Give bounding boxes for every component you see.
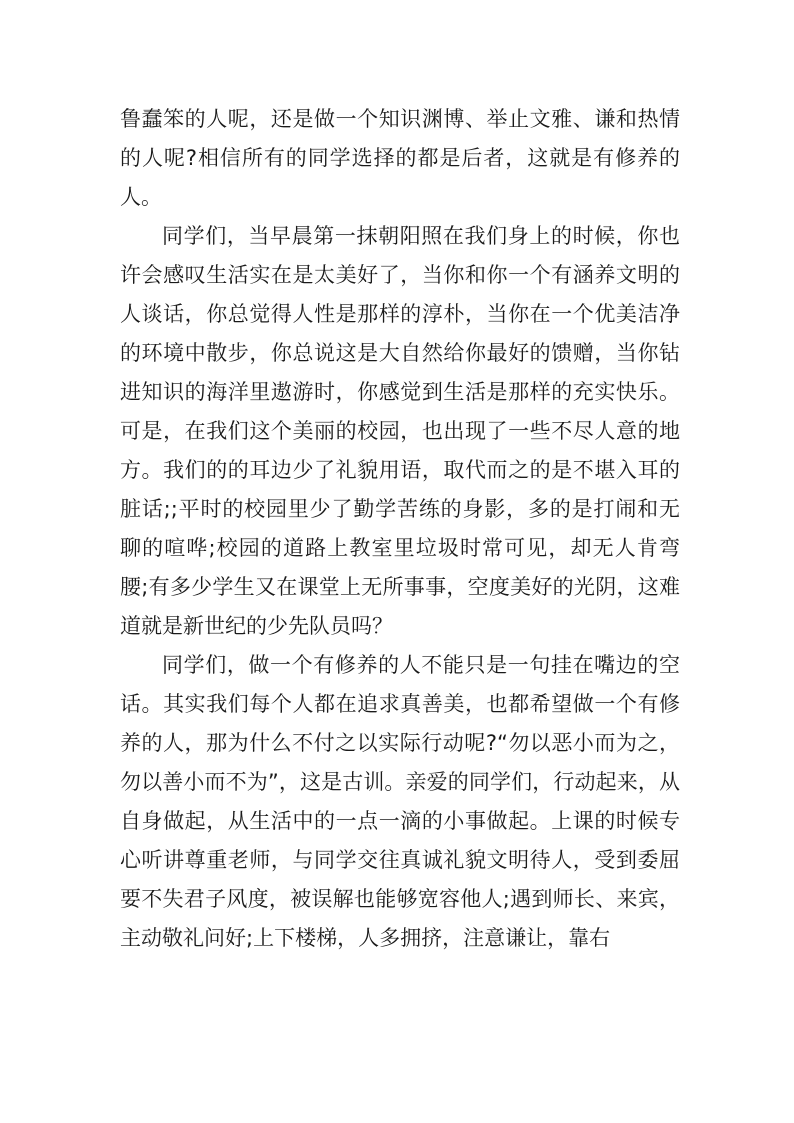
document-body xyxy=(120,100,680,958)
paragraph-3: 同学们，做一个有修养的人不能只是一句挂在嘴边的空话。其实我们每个人都在追求真善美，也都希望做一个有修养的人，那为什么不付之以实际行动呢?“勿以恶小而为之，勿以善小而不为”，这是古训。亲爱的同学们，行动起来，从自身做起，从生活中的一点一滴的小事做起。上课的时候专心听讲尊重老师，与同学交往真诚礼貌文明待人，受到委屈要不失君子风度，被误解也能够宽容他人;遇到师长、来宾，主动敬礼问好;上下楼梯，人多拥挤，注意谦让，靠右 xyxy=(120,653,680,950)
paragraph-1: 鲁蠢笨的人呢，还是做一个知识渊博、举止文雅、谦和热情的人呢?相信所有的同学选择的都是后者，这就是有修养的人。 xyxy=(120,107,680,209)
paragraph-2: 同学们，当早晨第一抹朝阳照在我们身上的时候，你也许会感叹生活实在是太美好了，当你和你一个有涵养文明的人谈话，你总觉得人性是那样的淳朴，当你在一个优美洁净的环境中散步，你总说这是大自然给你最好的馈赠，当你钻进知识的海洋里遨游时，你感觉到生活是那样的充实快乐。可是，在我们这个美丽的校园，也出现了一些不尽人意的地方。我们的的耳边少了礼貌用语，取代而之的是不堪入耳的脏话;;平时的校园里少了勤学苦练的身影，多的是打闹和无聊的喧哗;校园的道路上教室里垃圾时常可见，却无人肯弯腰;有多少学生又在课堂上无所事事，空度美好的光阴，这难道就是新世纪的少先队员吗？ xyxy=(120,224,680,638)
